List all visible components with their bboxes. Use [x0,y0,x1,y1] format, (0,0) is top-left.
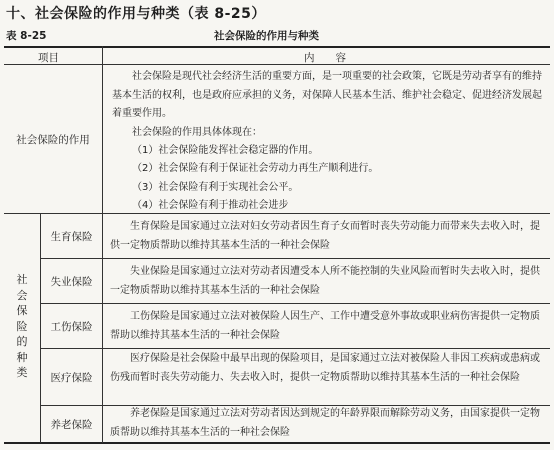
type-name: 生育保险 [50,230,93,243]
type-name: 医疗保险 [50,371,93,384]
table-title: 社会保险的作用与种类 [214,30,319,42]
role-lead: 社会保险的作用具体体现在： [132,127,262,138]
role-list [132,142,544,216]
types-label: 社会保险的种类 [16,273,28,379]
row-rule [40,303,550,304]
type-name: 工伤保险 [50,320,93,333]
type-text: 医疗保险是社会保险中最早出现的保险项目，是国家通过立法对被保险人非因工疾病或患病或伤残而暂时丧失劳动能力、失去收入时，提供一定物质帮助以维持其基本生活的一种社会保险 [110,353,540,383]
type-text: 生育保险是国家通过立法对妇女劳动者因生育子女而暂时丧失劳动能力而带来失去收入时，提供一定物质帮助以维持其基本生活的一种社会保险 [110,221,540,251]
type-text: 失业保险是国家通过立法对劳动者因遭受本人所不能控制的失业风险而暂时失去收入时，提供一定物质帮助以维持其基本生活的一种社会保险 [110,266,540,296]
type-name: 养老保险 [50,418,93,431]
row-rule [40,258,550,259]
column-divider [102,46,103,443]
role-label: 社会保险的作用 [16,133,90,146]
role-list-item: （1）社会保险能发挥社会稳定器的作用。 [132,145,319,156]
header-item: 项目 [38,52,59,64]
role-list-item: （2）社会保险有利于保证社会劳动力再生产顺利进行。 [132,163,379,175]
insurance-table [4,46,550,444]
table-number: 表 8-25 [6,30,47,42]
header-content: 内 容 [304,52,346,64]
type-text: 养老保险是国家通过立法对劳动者因达到规定的年龄界限而解除劳动义务，由国家提供一定物质帮助以维持其基本生活的一种社会保险 [110,408,540,438]
role-list-item: （3）社会保险有利于实现社会公平。 [132,181,299,193]
role-intro: 社会保险是现代社会经济生活的重要方面，是一项重要的社会政策，它既是劳动者享有的维持基本生活的权利，也是政府应承担的义务，对保障人民基本生活、维护社会稳定、促进经济发展起着重要作用。 [112,71,542,119]
type-name: 失业保险 [50,275,93,288]
table-bottom-rule [4,442,550,444]
type-text: 工伤保险是国家通过立法对被保险人因生产、工作中遭受意外事故或职业病伤害提供一定物质帮助以维持其基本生活的一种社会保险 [110,311,540,341]
section-heading: 十、社会保险的作用与种类（表 8-25） [6,6,266,22]
table-top-rule [4,46,550,48]
row-rule [40,348,550,349]
role-list-item: （4）社会保险有利于推动社会进步 [132,200,289,212]
table-caption [6,28,548,44]
